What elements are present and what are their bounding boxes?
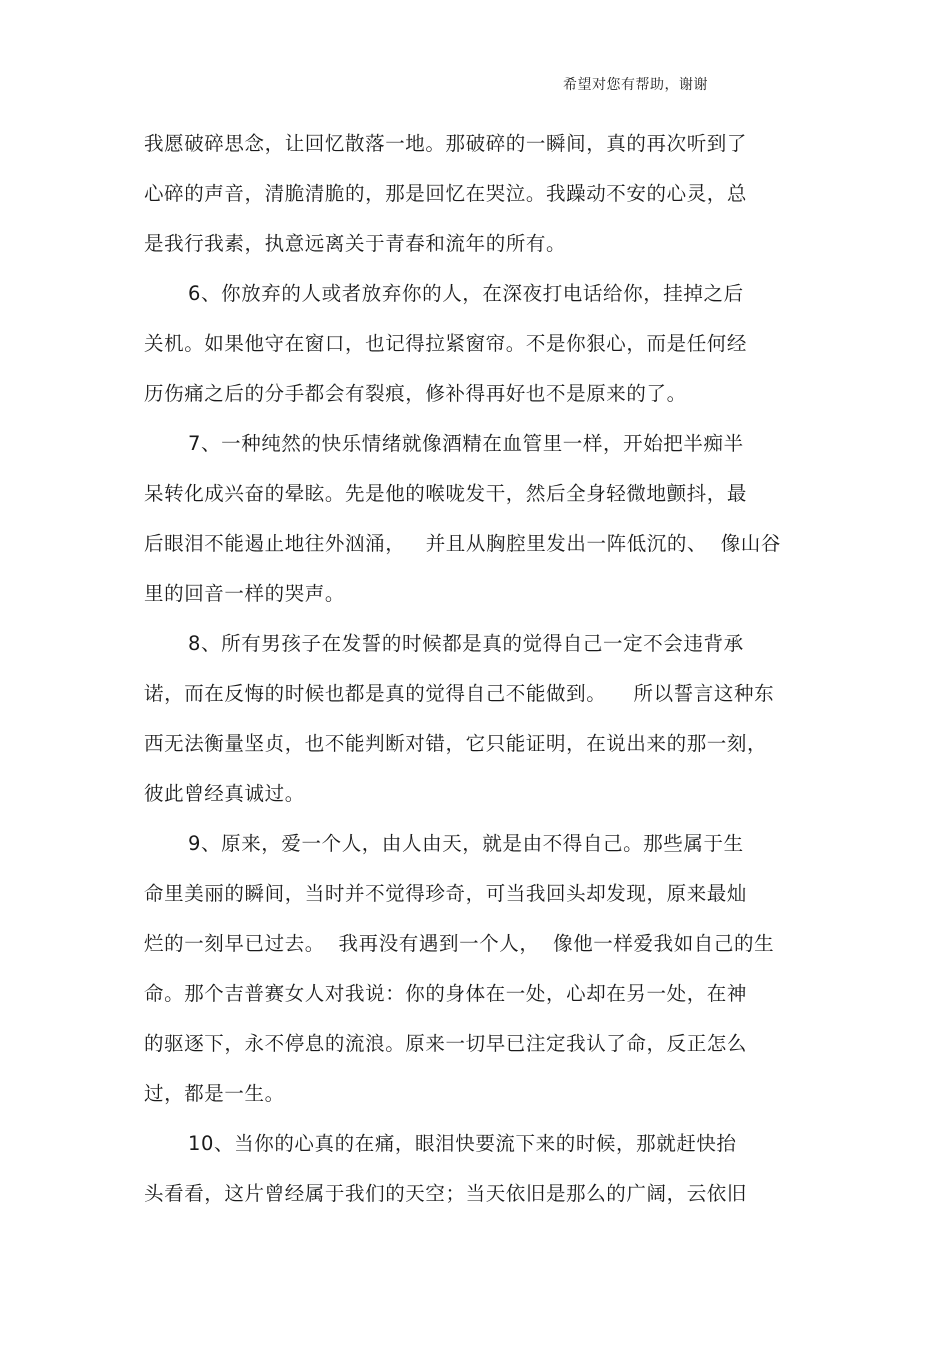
text-line: 心碎的声音，清脆清脆的，那是回忆在哭泣。我躁动不安的心灵，总 bbox=[144, 182, 748, 205]
paragraph-8-start: 8、所有男孩子在发誓的时候都是真的觉得自己一定不会违背承 bbox=[188, 632, 744, 655]
text-line: 的驱逐下，永不停息的流浪。原来一切早已注定我认了命，反正怎么 bbox=[144, 1032, 748, 1055]
paragraph-7-start: 7、一种纯然的快乐情绪就像酒精在血管里一样，开始把半痴半 bbox=[188, 432, 744, 455]
text-line: 命里美丽的瞬间，当时并不觉得珍奇，可当我回头却发现，原来最灿 bbox=[144, 882, 748, 905]
text-line: 西无法衡量坚贞，也不能判断对错，它只能证明，在说出来的那一刻， bbox=[144, 732, 768, 755]
header-note: 希望对您有帮助，谢谢 bbox=[563, 77, 708, 93]
text-line: 关机。如果他守在窗口，也记得拉紧窗帘。不是你狠心，而是任何经 bbox=[144, 332, 748, 355]
text-line: 诺，而在反悔的时候也都是真的觉得自己不能做到。 所以誓言这种东 bbox=[144, 682, 775, 705]
text-line: 命。那个吉普赛女人对我说：你的身体在一处，心却在另一处，在神 bbox=[144, 982, 748, 1005]
paragraph-6-start: 6、你放弃的人或者放弃你的人，在深夜打电话给你，挂掉之后 bbox=[188, 282, 744, 305]
text-line: 历伤痛之后的分手都会有裂痕，修补得再好也不是原来的了。 bbox=[144, 382, 687, 405]
text-line: 呆转化成兴奋的晕眩。先是他的喉咙发干，然后全身轻微地颤抖，最 bbox=[144, 482, 748, 505]
text-line: 我愿破碎思念，让回忆散落一地。那破碎的一瞬间，真的再次听到了 bbox=[144, 132, 748, 155]
text-line: 是我行我素，执意远离关于青春和流年的所有。 bbox=[144, 232, 567, 255]
text-line: 后眼泪不能遏止地往外汹涌， 并且从胸腔里发出一阵低沉的、 像山谷 bbox=[144, 532, 781, 555]
paragraph-10-start: 10、当你的心真的在痛，眼泪快要流下来的时候，那就赶快抬 bbox=[188, 1132, 737, 1155]
text-line: 彼此曾经真诚过。 bbox=[144, 782, 305, 805]
text-line: 过，都是一生。 bbox=[144, 1082, 285, 1105]
text-line: 头看看，这片曾经属于我们的天空；当天依旧是那么的广阔，云依旧 bbox=[144, 1182, 748, 1205]
text-line: 烂的一刻早已过去。 我再没有遇到一个人， 像他一样爱我如自己的生 bbox=[144, 932, 775, 955]
text-line: 里的回音一样的哭声。 bbox=[144, 582, 346, 605]
paragraph-9-start: 9、原来，爱一个人，由人由天，就是由不得自己。那些属于生 bbox=[188, 832, 744, 855]
